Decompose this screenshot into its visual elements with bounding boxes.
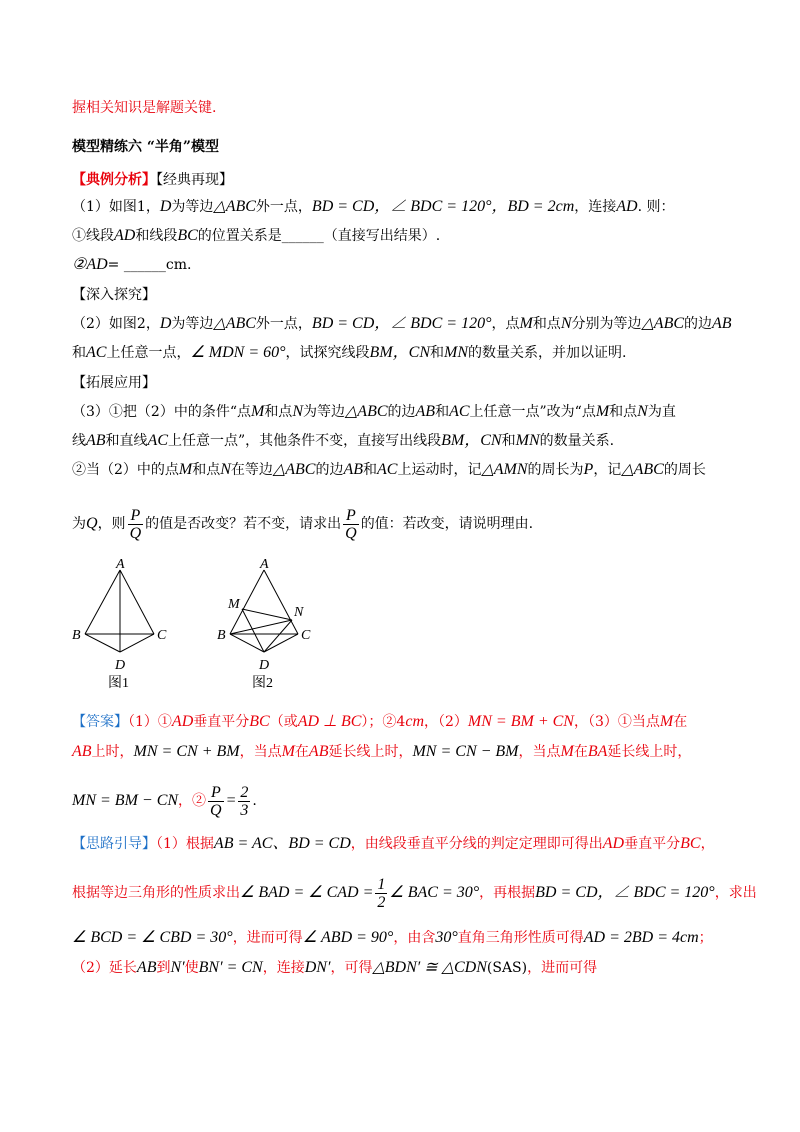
math: BC [249, 713, 270, 730]
section-title: 模型精练六 “半角”模型 [72, 139, 219, 155]
tag-explore: 【深入探究】 [72, 287, 156, 303]
text: 和 [430, 345, 444, 361]
text: ②当（2）中的点 [72, 462, 179, 478]
fraction-p-over-q [128, 507, 144, 542]
text: ，求出 [714, 885, 757, 901]
math: BM，CN [369, 344, 430, 361]
hint-line-4 [72, 958, 597, 978]
edge-ac [264, 570, 298, 634]
hint-line-2 [72, 875, 757, 911]
math: MN = BM − CN [72, 792, 179, 809]
denominator: Q [129, 524, 142, 542]
text: ，再根据 [479, 885, 536, 901]
edge-cd [264, 634, 298, 652]
edge-bn [230, 620, 292, 634]
label-d: D [259, 658, 270, 673]
math: P [583, 461, 594, 478]
math: BD = CD，∠ BDC = 120°，BD = 2cm [311, 198, 575, 215]
math: ∠ MDN = 60° [190, 344, 286, 361]
text: 上时， [91, 744, 134, 760]
math: Q [86, 515, 98, 532]
text: 直角三角形性质可得 [457, 930, 584, 946]
math: BM，CN [441, 432, 502, 449]
text: ，（3）①当点 [573, 714, 660, 730]
text: 的边 [684, 316, 713, 332]
answer-line-2 [72, 742, 691, 762]
text: 和 [72, 345, 86, 361]
text: 的值：若改变，请说明理由. [360, 516, 534, 532]
text: ，由含 [393, 930, 436, 946]
text: 在等边 [230, 462, 273, 478]
text: 延长线上时， [607, 744, 692, 760]
numerator: P [343, 507, 359, 525]
math: M [178, 461, 193, 478]
label-m: M [228, 597, 240, 612]
text: (SAS) [486, 960, 528, 976]
label-c: C [301, 628, 311, 643]
denominator: Q [345, 524, 357, 542]
text: 的边 [387, 404, 416, 420]
numerator: 1 [377, 875, 386, 893]
fraction-two-thirds [238, 784, 250, 819]
math: MN = BM + CN [467, 713, 574, 730]
text: 的周长为 [527, 462, 584, 478]
fraction-p-over-q-2 [343, 507, 359, 542]
text: 和点 [264, 404, 293, 420]
math: BC [680, 835, 701, 852]
math: N [637, 403, 648, 420]
label-d: D [115, 658, 126, 673]
text: = ______cm. [107, 257, 192, 273]
fraction-p-over-q [208, 784, 224, 819]
text: 和点 [532, 316, 561, 332]
figure-1-caption: 图1 [108, 676, 129, 691]
label-a: A [116, 557, 125, 572]
denominator: 3 [240, 801, 249, 819]
math: MN [515, 432, 540, 449]
answer-line-3 [72, 783, 257, 819]
math: AD [171, 713, 194, 730]
text: （1）根据 [156, 836, 214, 852]
edge-ac [120, 570, 154, 634]
math: BD = CD，∠ BDC = 120° [311, 315, 492, 332]
text: ，由线段垂直平分线的判定定理即可得出 [350, 836, 603, 852]
math: AB [343, 461, 363, 478]
math: △ABC [621, 461, 664, 478]
edge-nd [264, 620, 292, 652]
text: 上运动时，记 [397, 462, 482, 478]
math: DN′ [304, 959, 331, 976]
edge-bd [85, 634, 120, 652]
question-3-line-1 [72, 402, 676, 422]
tag-classic: 【经典再现】 [156, 172, 233, 188]
text: 和直线 [105, 433, 148, 449]
text: 上任意一点”，其他条件不变，直接写出线段 [168, 433, 442, 449]
geometry-figures [60, 556, 340, 696]
math: AD [616, 198, 638, 215]
text: ， [700, 836, 715, 852]
math: = [225, 792, 237, 809]
text: ，连接 [574, 199, 617, 215]
label-b: B [217, 628, 226, 643]
math: M [250, 403, 265, 420]
text: ，进而可得 [232, 930, 303, 946]
math: AB [72, 743, 92, 760]
math: BA [587, 743, 608, 760]
math: AD = 2BD = 4 [583, 929, 680, 946]
text: 垂直平分 [193, 714, 250, 730]
numerator: 2 [240, 783, 249, 801]
text: 为等边 [171, 199, 214, 215]
edge-ab [85, 570, 120, 634]
text: 分别为等边 [571, 316, 642, 332]
math: MN = CN − BM [412, 743, 519, 760]
hint-line-1 [72, 834, 715, 854]
fraction-one-half [375, 876, 387, 911]
math: AB [86, 432, 106, 449]
text: ，点 [491, 316, 520, 332]
math: N [292, 403, 303, 420]
figure-2-caption: 图2 [252, 676, 273, 691]
text: 根据等边三角形的性质求出 [72, 885, 240, 901]
text: 的周长 [663, 462, 706, 478]
denominator: Q [210, 801, 222, 819]
hint-tag: 【思路引导】 [72, 836, 156, 852]
math: N [220, 461, 231, 478]
math: ∠ ABD = 90° [302, 929, 394, 946]
label-a: A [260, 557, 269, 572]
text: 垂直平分 [624, 836, 681, 852]
math: AB [136, 959, 157, 976]
text: 和 [501, 433, 516, 449]
text: （2）如图2， [72, 316, 160, 332]
text: 为等边 [302, 404, 345, 420]
text: 上任意一点， [106, 345, 191, 361]
math: AC [377, 461, 398, 478]
text: 和 [363, 462, 377, 478]
question-3-line-4 [72, 506, 533, 542]
math: AB [415, 403, 436, 420]
label-n: N [294, 605, 304, 620]
text: ，当点 [239, 744, 282, 760]
text: 的边 [315, 462, 344, 478]
math: M [281, 743, 295, 760]
question-1-part-2 [72, 255, 191, 275]
math: AB [308, 743, 329, 760]
math: D [159, 198, 172, 215]
math: AD [602, 835, 625, 852]
text: 在 [294, 744, 309, 760]
denominator: 2 [377, 893, 386, 911]
text: 为 [72, 516, 86, 532]
text: 和点 [192, 462, 221, 478]
math: cm [679, 929, 699, 946]
text: （2）延长 [72, 960, 137, 976]
analysis-header [72, 170, 233, 190]
text: ，试探究线段 [285, 345, 370, 361]
math: AC [147, 432, 168, 449]
text: 到 [156, 960, 171, 976]
text: （1）如图1， [72, 199, 160, 215]
text: （1）① [128, 714, 172, 730]
figure-2-labels [217, 557, 311, 673]
edge-cd [120, 634, 154, 652]
text: 的位置关系是______（直接写出结果）. [197, 228, 441, 244]
text: （或 [269, 714, 298, 730]
math: N′ [170, 959, 185, 976]
question-3-line-2 [72, 431, 614, 451]
math: BN′ = CN [198, 959, 263, 976]
text: 延长线上时， [328, 744, 413, 760]
numerator: P [128, 507, 144, 525]
numerator: P [208, 784, 224, 802]
text: . [252, 793, 257, 809]
text: 的数量关系，并加以证明. [468, 345, 627, 361]
math: ②AD [72, 256, 108, 273]
top-note: 握相关知识是解题关键. [72, 100, 217, 116]
text: 上任意一点”改为“点 [469, 404, 596, 420]
math: M [659, 713, 674, 730]
math: △ABC [213, 198, 256, 215]
math: cm [405, 713, 424, 730]
text: ，当点 [518, 744, 561, 760]
text: ①线段 [72, 228, 114, 244]
figure-1 [85, 570, 154, 652]
math: △BDN′ ≅ △CDN [372, 959, 487, 976]
math: MN = CN + BM [133, 743, 240, 760]
math: AC [86, 344, 107, 361]
question-1-part-1 [72, 226, 440, 246]
math: M [595, 403, 610, 420]
math: △ABC [272, 461, 316, 478]
text: 为等边 [171, 316, 214, 332]
answer-line-1 [72, 712, 687, 732]
text: ）；②4 [361, 714, 406, 730]
math: AB [712, 315, 732, 332]
text: 外一点， [255, 316, 312, 332]
question-1 [72, 197, 675, 217]
math: △AMN [481, 461, 528, 478]
text: ，记 [593, 462, 622, 478]
label-c: C [157, 628, 167, 643]
tag-analysis: 【典例分析】 [72, 172, 156, 188]
text: 和线段 [135, 228, 178, 244]
math: AD [114, 227, 136, 244]
math: 30° [435, 929, 458, 946]
text: 线 [72, 433, 86, 449]
text: ，可得 [330, 960, 373, 976]
math: MN [444, 344, 468, 361]
text: ，（2） [424, 714, 468, 730]
math: AD ⊥ BC [297, 713, 362, 730]
question-2-line-1 [72, 314, 732, 334]
math: D [159, 315, 172, 332]
math: N [560, 315, 572, 332]
label-b: B [72, 628, 81, 643]
question-3-line-3 [72, 460, 706, 480]
math: △ABC [641, 315, 685, 332]
text: 和 [435, 404, 450, 420]
math: AB = AC、BD = CD [213, 835, 351, 852]
math: ∠ BCD = ∠ CBD = 30° [72, 929, 233, 946]
math: M [560, 743, 574, 760]
text: （3）①把（2）中的条件“点 [72, 404, 251, 420]
text: 在 [673, 714, 688, 730]
math: BD = CD，∠ BDC = 120° [535, 884, 715, 901]
math: BC [177, 227, 198, 244]
text: ，则 [97, 516, 126, 532]
text: . 则： [637, 199, 675, 215]
text: ； [698, 930, 713, 946]
text: 使 [184, 960, 199, 976]
text: 和点 [609, 404, 638, 420]
math: ∠ BAD = ∠ CAD = [240, 884, 374, 901]
math: M [519, 315, 533, 332]
hint-line-3 [72, 928, 713, 948]
text: 外一点， [255, 199, 312, 215]
question-2-line-2 [72, 343, 626, 363]
math: △ABC [344, 403, 388, 420]
tag-extend: 【拓展应用】 [72, 375, 156, 391]
text: 的数量关系. [539, 433, 615, 449]
math: ∠ BAC = 30° [389, 884, 480, 901]
math: AC [449, 403, 470, 420]
text: ，进而可得 [527, 960, 598, 976]
answer-tag: 【答案】 [72, 714, 128, 730]
math: △ABC [213, 315, 256, 332]
text: ，连接 [262, 960, 305, 976]
text: 的值是否改变？若不变，请求出 [145, 516, 342, 532]
figure-2 [230, 570, 298, 652]
edge-mn [242, 609, 292, 620]
text: 在 [573, 744, 588, 760]
text: ，② [178, 793, 207, 809]
text: 为直 [647, 404, 676, 420]
